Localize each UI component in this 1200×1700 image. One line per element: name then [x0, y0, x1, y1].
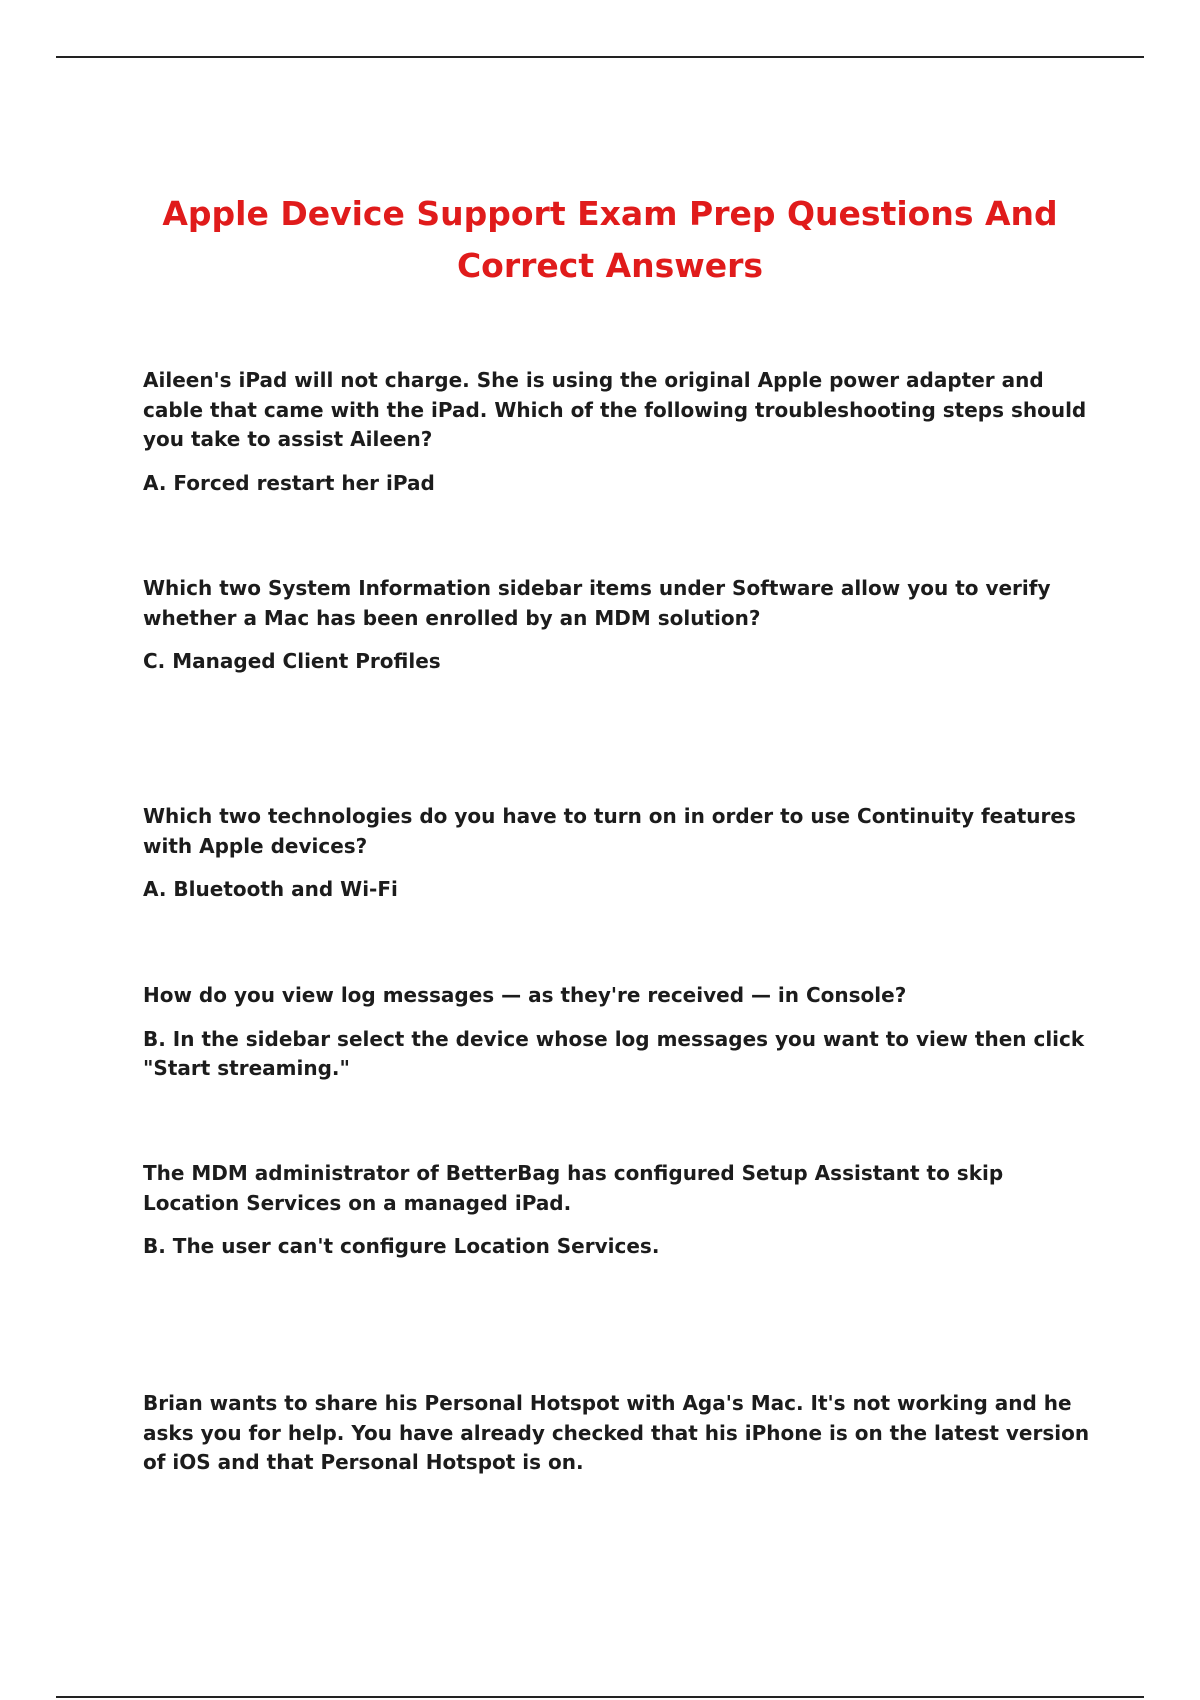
question-text: The MDM administrator of BetterBag has configured Setup Assistant to skip Location Services on a managed iPad.: [143, 1161, 1004, 1215]
title-line-1: Apple Device Support Exam Prep Questions And: [162, 194, 1058, 233]
question-text: How do you view log messages — as they're received — in Console?: [143, 983, 907, 1007]
qa-item-2: [143, 574, 1103, 677]
answer-text: A. Bluetooth and Wi-Fi: [143, 877, 398, 901]
answer-text: C. Managed Client Profiles: [143, 649, 441, 673]
header-rule: [56, 56, 1144, 58]
title-line-2: Correct Answers: [456, 246, 764, 285]
answer-text: B. The user can't configure Location Services.: [143, 1234, 660, 1258]
qa-item-3: [143, 802, 1103, 905]
answer-text: A. Forced restart her iPad: [143, 470, 435, 495]
qa-item-6: [143, 1389, 1103, 1478]
question-text: Brian wants to share his Personal Hotspot with Aga's Mac. It's not working and he asks you for help. You have already checked that his iPhone is on the latest version of iOS and that Personal Hotspot is on.: [143, 1391, 1090, 1474]
qa-item-1: [143, 366, 1103, 498]
question-text: Which two technologies do you have to turn on in order to use Continuity features with Apple devices?: [143, 804, 1076, 858]
qa-item-5: [143, 1159, 1103, 1262]
answer-text: B. In the sidebar select the device whose log messages you want to view then click "Start streaming.": [143, 1026, 1085, 1080]
document-title: [120, 188, 1100, 292]
qa-item-4: [143, 981, 1103, 1084]
question-text: Aileen's iPad will not charge. She is using the original Apple power adapter and cable that came with the iPad. Which of the following troubleshooting steps should you take to assist Aileen?: [143, 368, 1087, 451]
footer-rule: [56, 1696, 1144, 1698]
question-text: Which two System Information sidebar items under Software allow you to verify whether a Mac has been enrolled by an MDM solution?: [143, 576, 1051, 630]
